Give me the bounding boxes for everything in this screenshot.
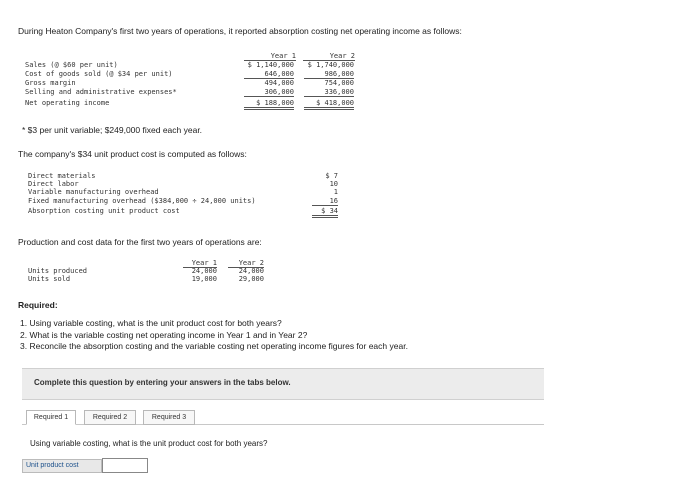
prod-header-year2: Year 2 <box>228 259 264 268</box>
required-item-3: 3. Reconcile the absorption costing and the variable costing net operating income figures for each year. <box>20 341 408 351</box>
is-row-y2: 754,000 <box>324 79 354 87</box>
intro-text: During Heaton Company's first two years of operations, it reported absorption costing net operating income as follows: <box>18 26 462 36</box>
prod-row-y1: 19,000 <box>191 275 217 283</box>
question-text: Using variable costing, what is the unit product cost for both years? <box>30 439 268 448</box>
prod-row-y2: 29,000 <box>238 275 264 283</box>
uc-row-value: $ 7 <box>325 172 338 180</box>
prod-row-label: Units sold <box>28 275 71 283</box>
is-row-y2: $ 1,740,000 <box>307 61 354 69</box>
is-row-y1: $ 188,000 <box>244 99 294 110</box>
instructions-banner <box>22 368 544 400</box>
uc-row-value: $ 34 <box>312 207 338 218</box>
footnote: * $3 per unit variable; $249,000 fixed each year. <box>22 125 203 135</box>
is-row-label: Selling and administrative expenses* <box>25 88 177 96</box>
uc-row-label: Variable manufacturing overhead <box>28 188 159 196</box>
production-intro: Production and cost data for the first two years of operations are: <box>18 237 262 247</box>
is-row-label: Cost of goods sold (@ $34 per unit) <box>25 70 173 78</box>
uc-row-label: Direct labor <box>28 180 79 188</box>
required-item-1: 1. Using variable costing, what is the unit product cost for both years? <box>20 318 282 328</box>
is-row-y1: 494,000 <box>264 79 294 87</box>
unit-product-cost-label: Unit product cost <box>22 459 102 473</box>
tab-required-2[interactable]: Required 2 <box>84 410 136 425</box>
uc-row-label: Direct materials <box>28 172 96 180</box>
is-row-label: Gross margin <box>25 79 76 87</box>
required-heading: Required: <box>18 300 58 310</box>
uc-row-value: 10 <box>329 180 338 188</box>
unit-cost-intro: The company's $34 unit product cost is computed as follows: <box>18 149 247 159</box>
is-header-year2: Year 2 <box>303 52 355 61</box>
is-row-label: Net operating income <box>25 99 110 107</box>
required-item-2: 2. What is the variable costing net operating income in Year 1 and in Year 2? <box>20 330 308 340</box>
is-row-y2: 336,000 <box>304 88 354 97</box>
prod-header-year1: Year 1 <box>183 259 217 268</box>
prod-row-y2: 24,000 <box>238 267 264 275</box>
is-row-label: Sales (@ $60 per unit) <box>25 61 118 69</box>
uc-row-label: Fixed manufacturing overhead ($384,000 ÷ 24,000 units) <box>28 197 256 205</box>
prod-row-y1: 24,000 <box>191 267 217 275</box>
uc-row-label: Absorption costing unit product cost <box>28 207 180 215</box>
uc-row-value: 16 <box>312 197 338 206</box>
prod-row-label: Units produced <box>28 267 88 275</box>
banner-text: Complete this question by entering your answers in the tabs below. <box>34 378 291 387</box>
tab-required-1[interactable]: Required 1 <box>26 410 76 425</box>
is-header-year1: Year 1 <box>244 52 296 61</box>
is-row-y2: 986,000 <box>304 70 354 79</box>
is-row-y2: $ 418,000 <box>304 99 354 110</box>
tab-required-3[interactable]: Required 3 <box>143 410 195 425</box>
is-row-y1: 306,000 <box>244 88 294 97</box>
is-row-y1: 646,000 <box>244 70 294 79</box>
is-row-y1: $ 1,140,000 <box>247 61 294 69</box>
unit-product-cost-input[interactable] <box>102 458 148 473</box>
uc-row-value: 1 <box>333 188 338 196</box>
